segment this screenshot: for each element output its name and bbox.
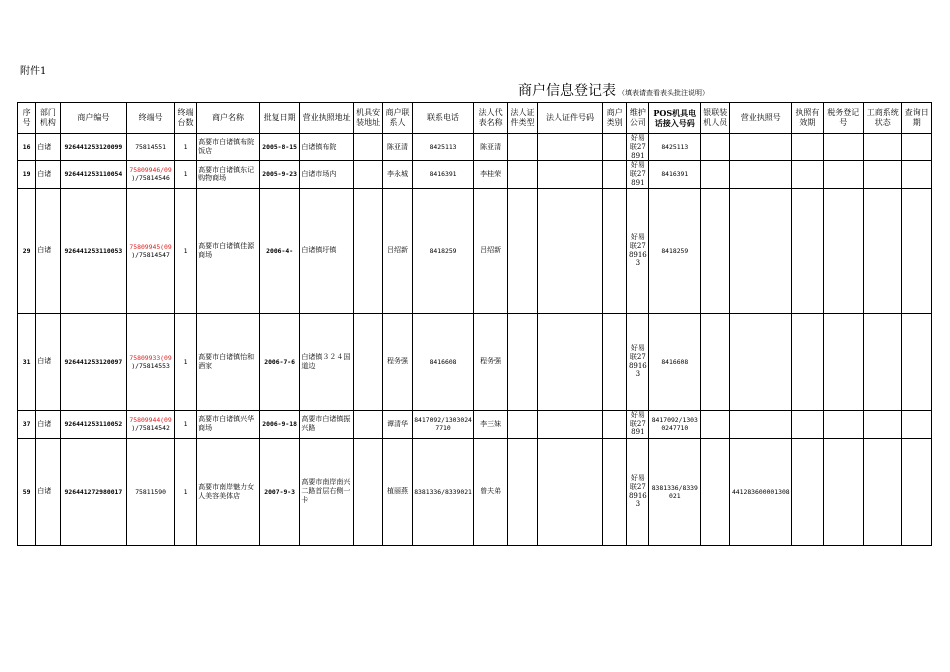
- merchant-no-cell: 926441253110052: [60, 410, 127, 438]
- column-header: 序号: [18, 103, 36, 134]
- header-row: [18, 103, 932, 134]
- license-address-cell: 白诸镇布院: [300, 134, 354, 161]
- terminal-number-part: 75809945(09: [129, 242, 172, 251]
- terminal-count-cell: 1: [174, 161, 196, 188]
- table-row: [18, 134, 932, 161]
- license-address-cell: 白诸镇３２４国道边: [300, 313, 354, 410]
- terminal-number-part: )/75814546: [131, 174, 170, 183]
- terminal-number-part: 75809944(09: [129, 416, 172, 424]
- column-header: 商户联系人: [383, 103, 412, 134]
- phone-cell: 8416608: [412, 313, 474, 410]
- tax-no-cell: [823, 161, 863, 188]
- column-header: 维护公司: [627, 103, 649, 134]
- column-header: 商户类别: [602, 103, 626, 134]
- id-type-cell: [507, 313, 537, 410]
- tax-no-cell: [823, 410, 863, 438]
- maintenance-cell: 好易联27891: [627, 410, 649, 438]
- id-type-cell: [507, 134, 537, 161]
- approval-date-cell: 2006-9-18: [259, 410, 299, 438]
- terminal-count-cell: 1: [174, 410, 196, 438]
- install-address-cell: [354, 134, 383, 161]
- title-text: 商户信息登记表: [518, 83, 616, 99]
- table-row: [18, 410, 932, 438]
- merchant-name-cell: 高要市白诸镇兴华商场: [197, 410, 260, 438]
- seq-cell: 29: [18, 188, 36, 313]
- column-header: 部门机构: [36, 103, 60, 134]
- dept-cell: 白诸: [36, 410, 60, 438]
- phone-cell: 8417092/13030247710: [412, 410, 474, 438]
- contact-cell: 谭清华: [383, 410, 412, 438]
- merchant-no-cell: 926441253120099: [60, 134, 127, 161]
- id-type-cell: [507, 188, 537, 313]
- terminal-count-cell: 1: [174, 313, 196, 410]
- id-type-cell: [507, 438, 537, 545]
- category-cell: [602, 134, 626, 161]
- installer-cell: [701, 313, 730, 410]
- pos-phone-cell: 8417092/13030247710: [649, 410, 701, 438]
- license-valid-cell: [792, 188, 823, 313]
- table-row: [18, 188, 932, 313]
- approval-date-cell: 2005-9-23: [259, 161, 299, 188]
- install-address-cell: [354, 161, 383, 188]
- license-address-cell: 白诸市场内: [300, 161, 354, 188]
- pos-phone-cell: 8416608: [649, 313, 701, 410]
- tax-no-cell: [823, 438, 863, 545]
- dept-cell: 白诸: [36, 313, 60, 410]
- legal-rep-cell: 程务强: [474, 313, 507, 410]
- column-header: 营业执照地址: [300, 103, 354, 134]
- biz-status-cell: [864, 161, 902, 188]
- license-no-cell: [730, 134, 792, 161]
- pos-phone-cell: 8425113: [649, 134, 701, 161]
- biz-status-cell: [864, 134, 902, 161]
- table-row: [18, 313, 932, 410]
- merchant-name-cell: 高要市白诸镇东记购物商场: [197, 161, 260, 188]
- maintenance-cell: 好易联2789163: [627, 313, 649, 410]
- column-header: 法人证件类型: [507, 103, 537, 134]
- attachment-label: 附件1: [20, 66, 47, 77]
- category-cell: [602, 188, 626, 313]
- id-no-cell: [538, 313, 603, 410]
- contact-cell: 程务强: [383, 313, 412, 410]
- biz-status-cell: [864, 410, 902, 438]
- category-cell: [602, 438, 626, 545]
- page-title: [518, 80, 709, 100]
- phone-cell: 8425113: [412, 134, 474, 161]
- id-no-cell: [538, 188, 603, 313]
- terminal-cell: [127, 410, 175, 438]
- pos-phone-cell: 8418259: [649, 188, 701, 313]
- license-valid-cell: [792, 438, 823, 545]
- column-header: 联系电话: [412, 103, 474, 134]
- license-address-cell: 白诸镇圩镇: [300, 188, 354, 313]
- query-date-cell: [902, 410, 932, 438]
- column-header: 终端台数: [174, 103, 196, 134]
- title-note: （填表请查看表头批注说明）: [618, 89, 709, 97]
- maintenance-cell: 好易联2789163: [627, 438, 649, 545]
- merchant-name-cell: 高要市白诸镇怡和酒家: [197, 313, 260, 410]
- phone-cell: 8381336/8339021: [412, 438, 474, 545]
- legal-rep-cell: 吕绍新: [474, 188, 507, 313]
- seq-cell: 31: [18, 313, 36, 410]
- biz-status-cell: [864, 313, 902, 410]
- install-address-cell: [354, 188, 383, 313]
- biz-status-cell: [864, 188, 902, 313]
- contact-cell: 吕绍新: [383, 188, 412, 313]
- terminal-number-part: 75811590: [135, 487, 166, 496]
- merchant-no-cell: 926441253110053: [60, 188, 127, 313]
- installer-cell: [701, 188, 730, 313]
- terminal-cell: [127, 438, 175, 545]
- biz-status-cell: [864, 438, 902, 545]
- column-header: 执照有效期: [792, 103, 823, 134]
- column-header: 商户编号: [60, 103, 127, 134]
- install-address-cell: [354, 438, 383, 545]
- legal-rep-cell: 陈亚清: [474, 134, 507, 161]
- merchant-no-cell: 926441272980017: [60, 438, 127, 545]
- terminal-count-cell: 1: [174, 438, 196, 545]
- license-no-cell: 441283600001308: [730, 438, 792, 545]
- column-header: 法人证件号码: [538, 103, 603, 134]
- seq-cell: 19: [18, 161, 36, 188]
- license-valid-cell: [792, 313, 823, 410]
- terminal-number-part: 75809933(09: [129, 353, 172, 362]
- terminal-number-part: 75809946/09: [129, 166, 172, 175]
- pos-phone-cell: 8416391: [649, 161, 701, 188]
- phone-cell: 8418259: [412, 188, 474, 313]
- legal-rep-cell: 曾夫弟: [474, 438, 507, 545]
- tax-no-cell: [823, 188, 863, 313]
- column-header: 终端号: [127, 103, 175, 134]
- contact-cell: 陈亚清: [383, 134, 412, 161]
- dept-cell: 白诸: [36, 134, 60, 161]
- category-cell: [602, 313, 626, 410]
- merchant-no-cell: 926441253110054: [60, 161, 127, 188]
- license-no-cell: [730, 313, 792, 410]
- column-header: 税务登记号: [823, 103, 863, 134]
- table-row: [18, 438, 932, 545]
- column-header: 批复日期: [259, 103, 299, 134]
- license-valid-cell: [792, 134, 823, 161]
- merchant-no-cell: 926441253120097: [60, 313, 127, 410]
- category-cell: [602, 161, 626, 188]
- seq-cell: 37: [18, 410, 36, 438]
- pos-phone-cell: 8381336/8339021: [649, 438, 701, 545]
- approval-date-cell: 2006-7-6: [259, 313, 299, 410]
- approval-date-cell: 2007-9-3: [259, 438, 299, 545]
- column-header: 查询日期: [902, 103, 932, 134]
- tax-no-cell: [823, 313, 863, 410]
- seq-cell: 16: [18, 134, 36, 161]
- license-no-cell: [730, 188, 792, 313]
- column-header: 营业执照号: [730, 103, 792, 134]
- installer-cell: [701, 438, 730, 545]
- category-cell: [602, 410, 626, 438]
- column-header: POS机具电话接入号码: [649, 103, 701, 134]
- license-valid-cell: [792, 410, 823, 438]
- license-address-cell: 高要市南岸南兴二路首层右侧一卡: [300, 438, 354, 545]
- contact-cell: 植丽燕: [383, 438, 412, 545]
- approval-date-cell: 2005-8-15: [259, 134, 299, 161]
- query-date-cell: [902, 188, 932, 313]
- terminal-cell: [127, 188, 175, 313]
- id-type-cell: [507, 410, 537, 438]
- tax-no-cell: [823, 134, 863, 161]
- dept-cell: 白诸: [36, 161, 60, 188]
- id-no-cell: [538, 161, 603, 188]
- installer-cell: [701, 410, 730, 438]
- terminal-count-cell: 1: [174, 134, 196, 161]
- table-row: [18, 161, 932, 188]
- install-address-cell: [354, 313, 383, 410]
- legal-rep-cell: 李三妹: [474, 410, 507, 438]
- phone-cell: 8416391: [412, 161, 474, 188]
- maintenance-cell: 好易联27891: [627, 161, 649, 188]
- terminal-number-part: )/75814542: [131, 424, 170, 432]
- legal-rep-cell: 李桂荣: [474, 161, 507, 188]
- maintenance-cell: 好易联27891: [627, 134, 649, 161]
- column-header: 银联装机人员: [701, 103, 730, 134]
- license-no-cell: [730, 410, 792, 438]
- dept-cell: 白诸: [36, 188, 60, 313]
- column-header: 法人代表名称: [474, 103, 507, 134]
- query-date-cell: [902, 134, 932, 161]
- contact-cell: 李永城: [383, 161, 412, 188]
- installer-cell: [701, 134, 730, 161]
- terminal-number-part: )/75814553: [131, 361, 170, 370]
- terminal-cell: [127, 313, 175, 410]
- terminal-count-cell: 1: [174, 188, 196, 313]
- terminal-number-part: 75814551: [135, 143, 166, 152]
- installer-cell: [701, 161, 730, 188]
- dept-cell: 白诸: [36, 438, 60, 545]
- id-no-cell: [538, 410, 603, 438]
- license-no-cell: [730, 161, 792, 188]
- approval-date-cell: 2006-4-: [259, 188, 299, 313]
- id-type-cell: [507, 161, 537, 188]
- merchant-name-cell: 高要市南岸魅力女人美容美体店: [197, 438, 260, 545]
- license-address-cell: 高要市白诸镇振兴路: [300, 410, 354, 438]
- query-date-cell: [902, 438, 932, 545]
- column-header: 商户名称: [197, 103, 260, 134]
- column-header: 机具安装地址: [354, 103, 383, 134]
- column-header: 工商系统状态: [864, 103, 902, 134]
- merchant-table: [17, 102, 932, 546]
- install-address-cell: [354, 410, 383, 438]
- license-valid-cell: [792, 161, 823, 188]
- terminal-cell: [127, 161, 175, 188]
- terminal-number-part: )/75814547: [131, 250, 170, 259]
- terminal-cell: [127, 134, 175, 161]
- merchant-name-cell: 高要市白诸镇佳源商场: [197, 188, 260, 313]
- query-date-cell: [902, 313, 932, 410]
- id-no-cell: [538, 134, 603, 161]
- query-date-cell: [902, 161, 932, 188]
- seq-cell: 59: [18, 438, 36, 545]
- merchant-name-cell: 高要市白诸镇布院饭店: [197, 134, 260, 161]
- id-no-cell: [538, 438, 603, 545]
- maintenance-cell: 好易联2789163: [627, 188, 649, 313]
